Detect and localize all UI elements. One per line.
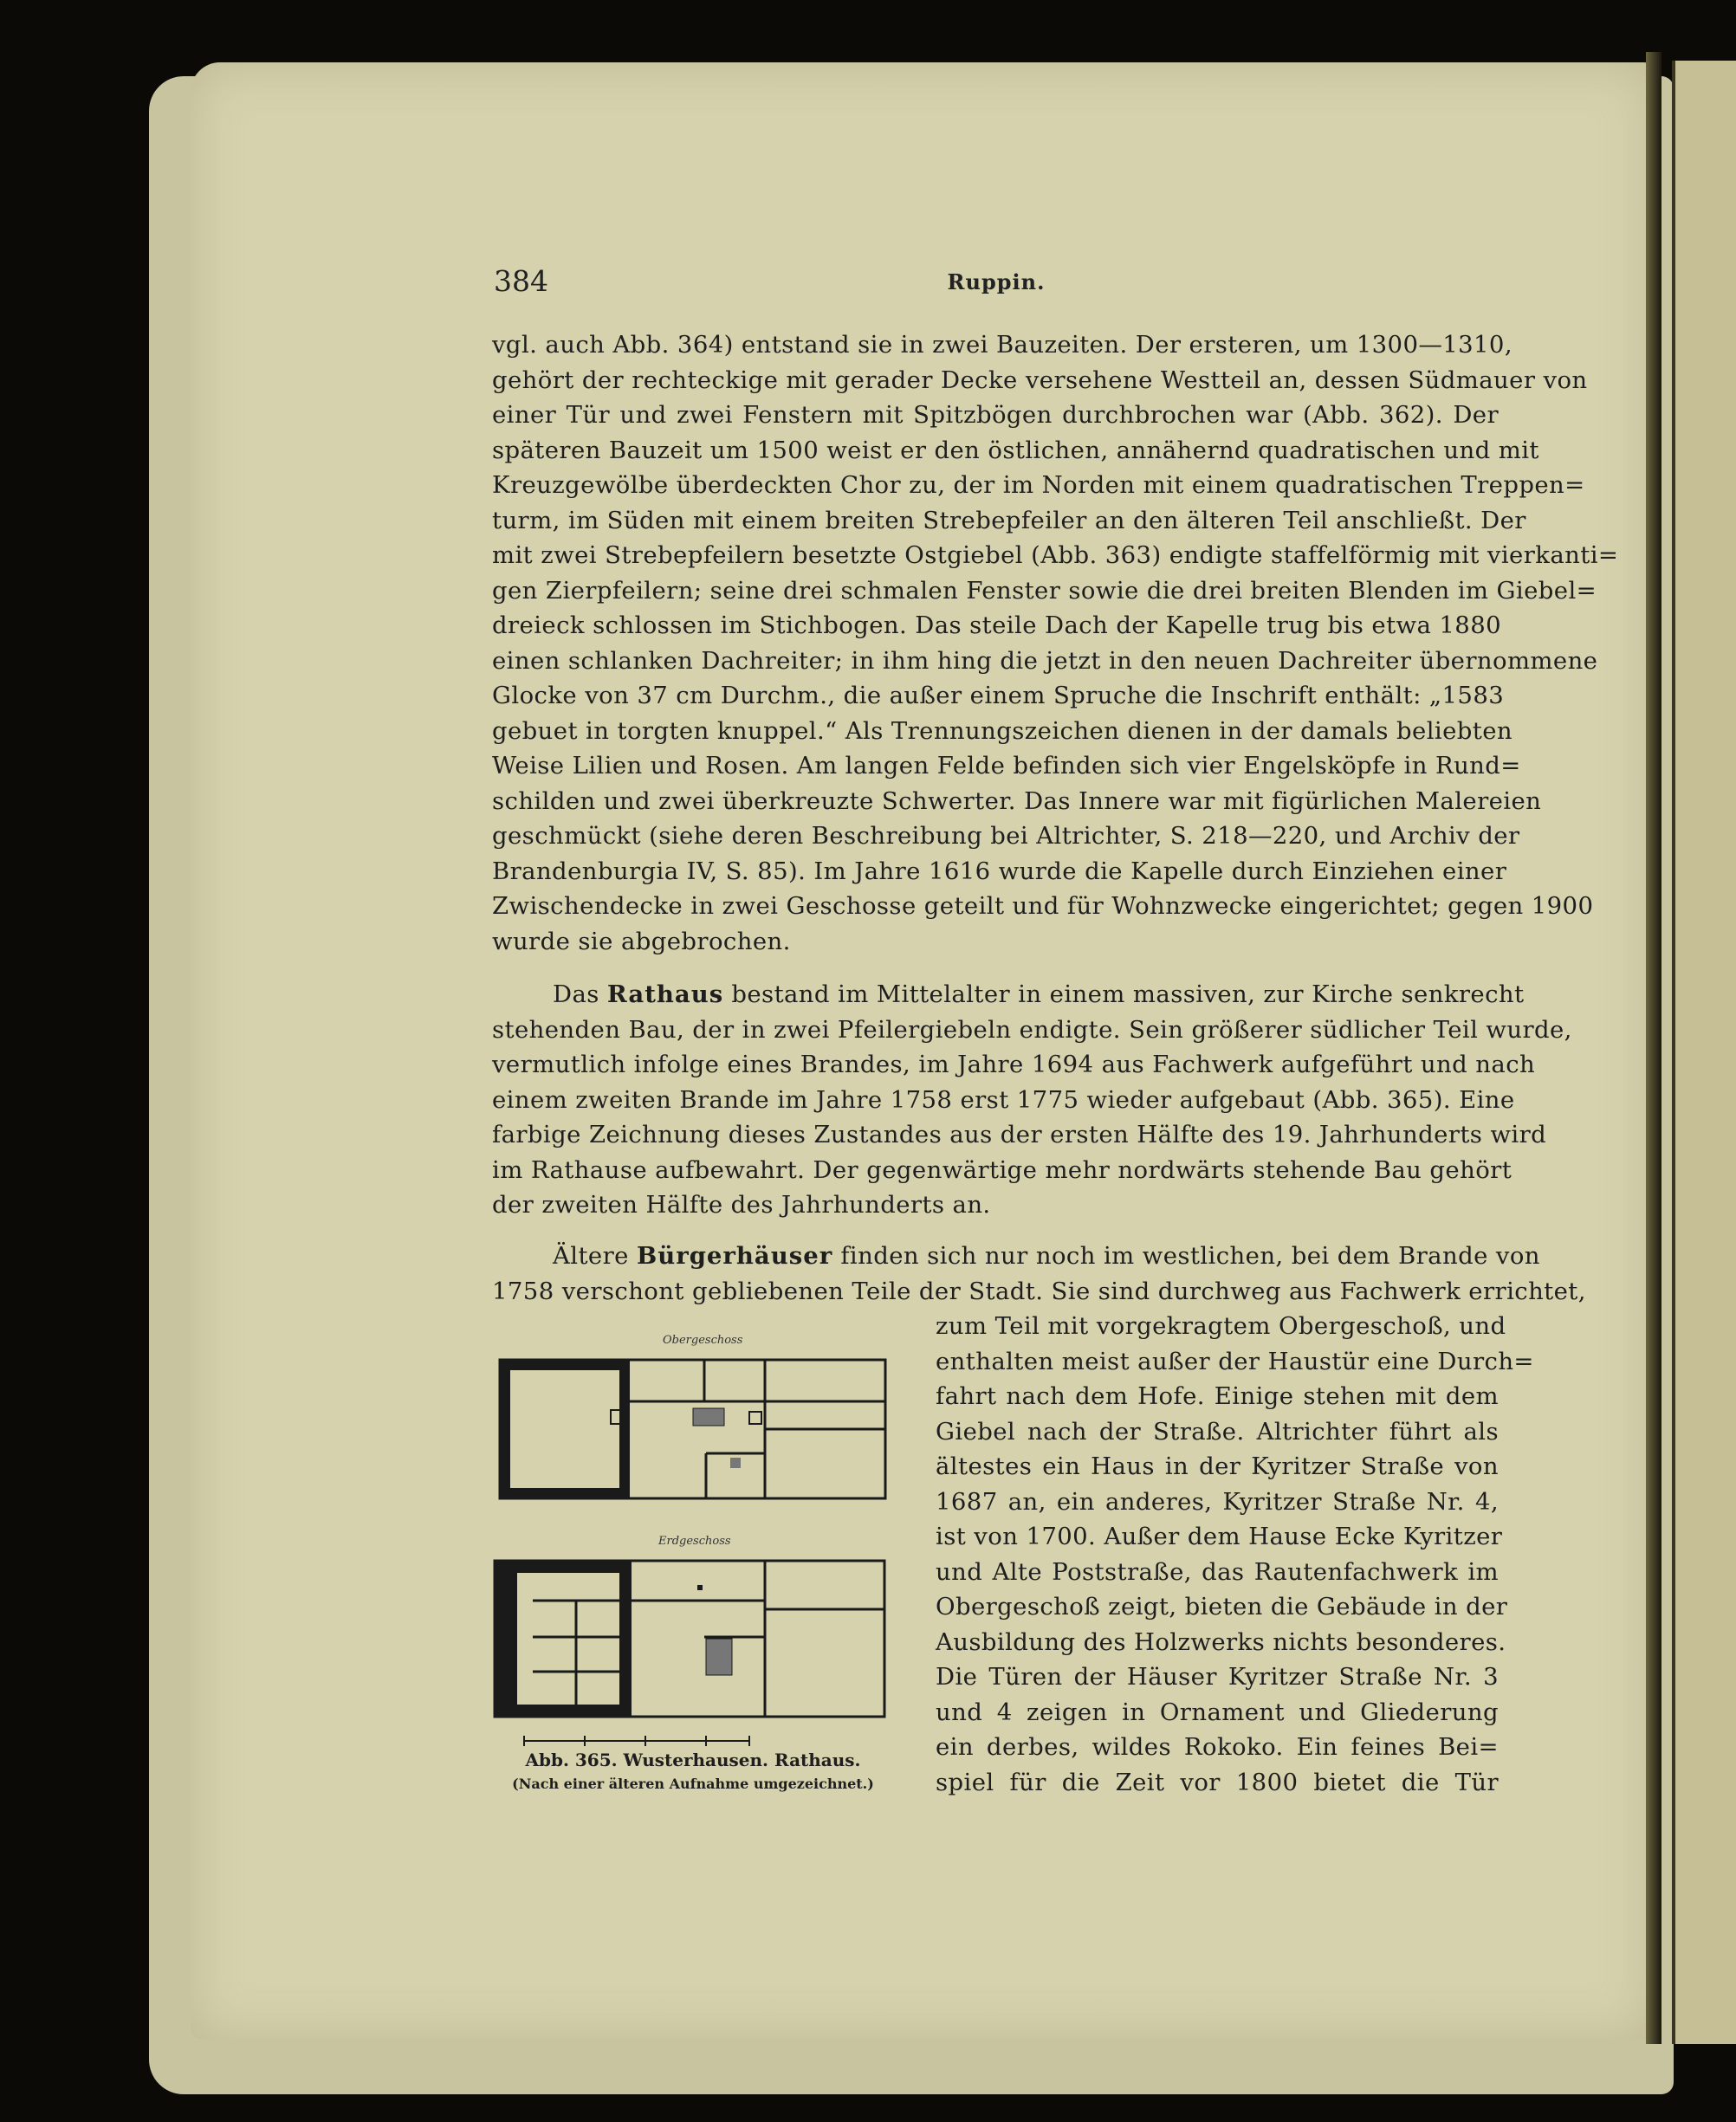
lead-word: Das bbox=[553, 980, 599, 1008]
text-line: farbige Zeichnung dieses Zustandes aus der ersten Hälfte des 19. Jahrhunderts wird bbox=[492, 1121, 1547, 1148]
text-line: zum Teil mit vorgekragtem Obergeschoß, und bbox=[936, 1312, 1506, 1340]
text-line: Kreuzgewölbe überdeckten Chor zu, der im Norden mit einem quadratischen Treppen= bbox=[492, 471, 1585, 499]
plan-label-lower: Erdgeschoss bbox=[658, 1535, 731, 1548]
lead-word: Ältere bbox=[553, 1242, 629, 1270]
text-line: schilden und zwei überkreuzte Schwerter. Das Innere war mit figürlichen Malereien bbox=[492, 786, 1542, 815]
text-line: stehenden Bau, der in zwei Pfeilergiebeln endigte. Sein größerer südlicher Teil wurde, bbox=[492, 1015, 1572, 1044]
text-line: Giebel nach der Straße. Altrichter führt als bbox=[936, 1417, 1499, 1446]
line-rest: finden sich nur noch im westlichen, bei dem Brande von bbox=[840, 1242, 1540, 1270]
text-line: enthalten meist außer der Haustür eine Durch= bbox=[936, 1347, 1534, 1375]
keyword-rathaus: Rathaus bbox=[606, 980, 724, 1008]
text-line: geschmückt (siehe deren Beschreibung bei Altrichter, S. 218—220, und Archiv der bbox=[492, 822, 1520, 850]
text-line: und 4 zeigen in Ornament und Gliederung bbox=[936, 1698, 1499, 1726]
paragraph-chapel bbox=[492, 327, 1619, 959]
text-line: Zwischendecke in zwei Geschosse geteilt und für Wohnzwecke eingerichtet; gegen 1900 bbox=[492, 892, 1594, 920]
caption-title: Abb. 365. Wusterhausen. Rathaus. bbox=[525, 1750, 861, 1770]
floor-plan-upper bbox=[489, 1351, 897, 1524]
text-line: 1687 an, ein anderes, Kyritzer Straße Nr. 4, bbox=[936, 1487, 1499, 1516]
text-line: gehört der rechteckige mit gerader Decke versehene Westteil an, dessen Südmauer von bbox=[492, 366, 1588, 394]
text-line: wurde sie abgebrochen. bbox=[492, 927, 791, 955]
line-rest: bestand im Mittelalter in einem massiven, zur Kirche senkrecht bbox=[731, 980, 1525, 1008]
text-line: ein derbes, wildes Rokoko. Ein feines Bei= bbox=[936, 1733, 1499, 1761]
text-line: vermutlich infolge eines Brandes, im Jahre 1694 aus Fachwerk aufgeführt und nach bbox=[492, 1051, 1536, 1078]
text-line: ist von 1700. Außer dem Hause Ecke Kyritzer bbox=[936, 1523, 1503, 1550]
text-line: fahrt nach dem Hofe. Einige stehen mit dem bbox=[936, 1382, 1499, 1410]
text-line: späteren Bauzeit um 1500 weist er den östlichen, annähernd quadratischen und mit bbox=[492, 436, 1539, 464]
plan-label-upper: Obergeschoss bbox=[663, 1334, 743, 1347]
text-line: mit zwei Strebepfeilern besetzte Ostgiebel (Abb. 363) endigte staffelförmig mit vierkanti= bbox=[492, 541, 1619, 569]
text-line: im Rathause aufbewahrt. Der gegenwärtige mehr nordwärts stehende Bau gehört bbox=[492, 1155, 1513, 1184]
text-line: Brandenburgia IV, S. 85). Im Jahre 1616 wurde die Kapelle durch Einziehen einer bbox=[492, 857, 1507, 885]
text-line-first bbox=[492, 1239, 1540, 1274]
text-line: gebuet in torgten knuppel.“ Als Trennungszeichen dienen in der damals beliebten bbox=[492, 716, 1513, 745]
text-line: und Alte Poststraße, das Rautenfachwerk im bbox=[936, 1557, 1499, 1586]
text-line: 1758 verschont gebliebenen Teile der Stadt. Sie sind durchweg aus Fachwerk errichtet, bbox=[492, 1277, 1586, 1305]
paragraph-buergerhaeuser bbox=[492, 1239, 1586, 1309]
figure-floor-plans bbox=[489, 1334, 897, 1802]
book-gutter bbox=[1646, 52, 1662, 2044]
text-line: turm, im Süden mit einem breiten Strebepfeiler an den älteren Teil anschließt. Der bbox=[492, 506, 1526, 534]
text-line: vgl. auch Abb. 364) entstand sie in zwei Bauzeiten. Der ersteren, um 1300—1310, bbox=[492, 331, 1513, 359]
text-line: Obergeschoß zeigt, bieten die Gebäude in der bbox=[936, 1593, 1508, 1621]
text-line: einem zweiten Brande im Jahre 1758 erst 1775 wieder aufgebaut (Abb. 365). Eine bbox=[492, 1085, 1515, 1114]
text-line: Weise Lilien und Rosen. Am langen Felde befinden sich vier Engelsköpfe in Rund= bbox=[492, 752, 1521, 780]
keyword-buergerhaeuser: Bürgerhäuser bbox=[636, 1242, 833, 1270]
page-title: Ruppin. bbox=[947, 269, 1046, 294]
text-line: Glocke von 37 cm Durchm., die außer einem Spruche die Inschrift enthält: „1583 bbox=[492, 682, 1505, 709]
text-line: Ausbildung des Holzwerks nichts besonderes. bbox=[936, 1627, 1506, 1656]
caption-note: (Nach einer älteren Aufnahme umgezeichnet.) bbox=[512, 1776, 874, 1792]
text-line: einen schlanken Dachreiter; in ihm hing die jetzt in den neuen Dachreiter übernommene bbox=[492, 646, 1598, 675]
facing-page-edge bbox=[1672, 61, 1736, 2044]
page-number: 384 bbox=[494, 264, 548, 298]
text-line: Die Türen der Häuser Kyritzer Straße Nr. 3 bbox=[936, 1663, 1499, 1691]
text-line: spiel für die Zeit vor 1800 bietet die Tür bbox=[936, 1768, 1499, 1796]
text-line: gen Zierpfeilern; seine drei schmalen Fenster sowie die drei breiten Blenden im Giebel= bbox=[492, 576, 1597, 605]
text-line: einer Tür und zwei Fenstern mit Spitzbögen durchbrochen war (Abb. 362). Der bbox=[492, 401, 1499, 429]
figure-caption bbox=[498, 1750, 888, 1792]
paragraph-buergerhaeuser-column bbox=[936, 1309, 1534, 1800]
text-line: der zweiten Hälfte des Jahrhunderts an. bbox=[492, 1191, 991, 1219]
floor-plan-ground bbox=[489, 1550, 897, 1776]
running-head bbox=[494, 264, 1499, 307]
text-line: ältestes ein Haus in der Kyritzer Straße von bbox=[936, 1452, 1499, 1480]
text-line-first bbox=[492, 977, 1525, 1012]
paragraph-rathaus bbox=[492, 977, 1572, 1223]
text-line: dreieck schlossen im Stichbogen. Das steile Dach der Kapelle trug bis etwa 1880 bbox=[492, 611, 1501, 639]
